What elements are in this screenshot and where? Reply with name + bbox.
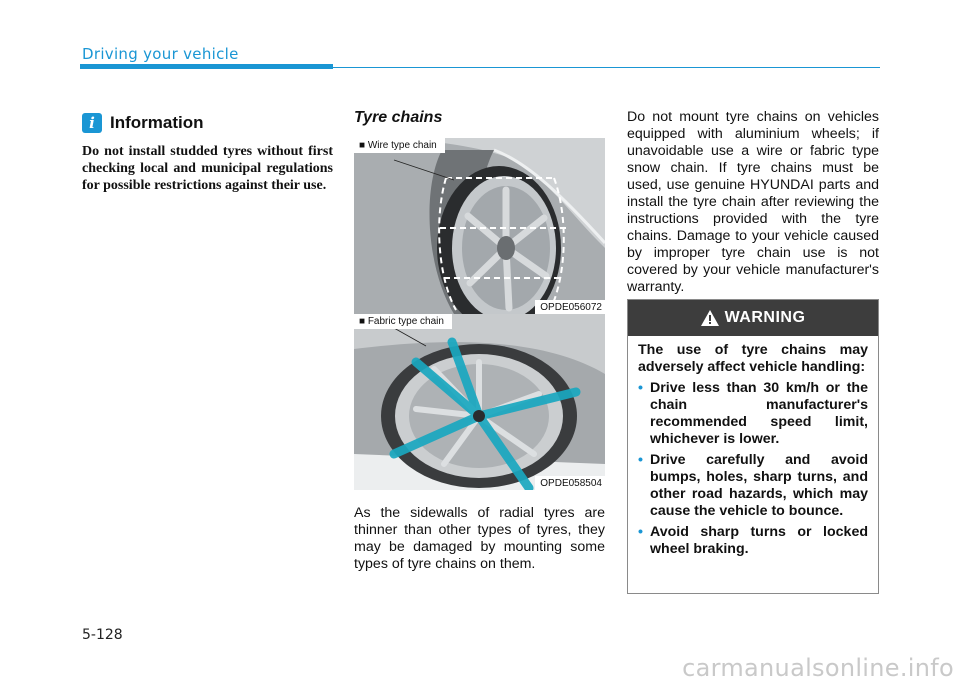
header-rule-thick (80, 64, 333, 69)
tyre-chains-body: As the sidewalls of radial tyres are thinner than other types of tyres, they may be damaged by mounting some types of tyre chains on them. (354, 505, 605, 572)
warning-content (628, 336, 878, 558)
warning-intro: The use of tyre chains may adversely affect vehicle handling: (638, 342, 868, 375)
warning-list (638, 380, 868, 558)
wire-chain-figure (354, 138, 605, 314)
warning-item: • Drive less than 30 km/h or the chain manufacturer's recommended speed limit, whichever is lower. (638, 380, 868, 447)
info-icon: i (82, 113, 102, 133)
information-body: Do not install studded tyres without first checking local and municipal regulations for possible restrictions against their use. (82, 144, 333, 193)
aluminium-wheel-body: Do not mount tyre chains on vehicles equipped with aluminium wheels; if unavoidable use a wire or fabric type snow chain. If tyre chains must be used, use genuine HYUNDAI parts and install the tyre chain after reviewing the instructions provided with the tyre chains. Damage to your vehicle caused by improper tyre chain use is not covered by your vehicle manufacturer's warranty. (627, 109, 879, 295)
wire-chain-label: ■ Wire type chain (354, 138, 445, 153)
wire-chain-illustration (354, 138, 605, 314)
wire-chain-figure-code: OPDE056072 (535, 300, 605, 314)
information-heading (82, 113, 204, 133)
fabric-chain-figure (354, 314, 605, 490)
fabric-chain-illustration (354, 314, 605, 490)
fabric-chain-figure-code: OPDE058504 (535, 476, 605, 490)
tyre-chains-title: Tyre chains (354, 109, 443, 126)
section-title: Driving your vehicle (82, 45, 239, 63)
warning-item: • Drive carefully and avoid bumps, holes, sharp turns, and other road hazards, which may cause the vehicle to bounce. (638, 452, 868, 519)
bullet-icon: • (638, 452, 643, 468)
warning-box (627, 299, 879, 594)
header-rule-thin (333, 67, 880, 68)
warning-triangle-icon (701, 310, 719, 326)
bullet-icon: • (638, 380, 643, 396)
information-title: Information (110, 113, 204, 132)
warning-item: • Avoid sharp turns or locked wheel braking. (638, 524, 868, 557)
fabric-chain-label: ■ Fabric type chain (354, 314, 452, 329)
warning-title: WARNING (724, 309, 806, 326)
page-number: 5-128 (82, 627, 123, 643)
watermark: carmanualsonline.info (682, 654, 954, 682)
bullet-icon: • (638, 524, 643, 540)
warning-header (628, 300, 878, 336)
